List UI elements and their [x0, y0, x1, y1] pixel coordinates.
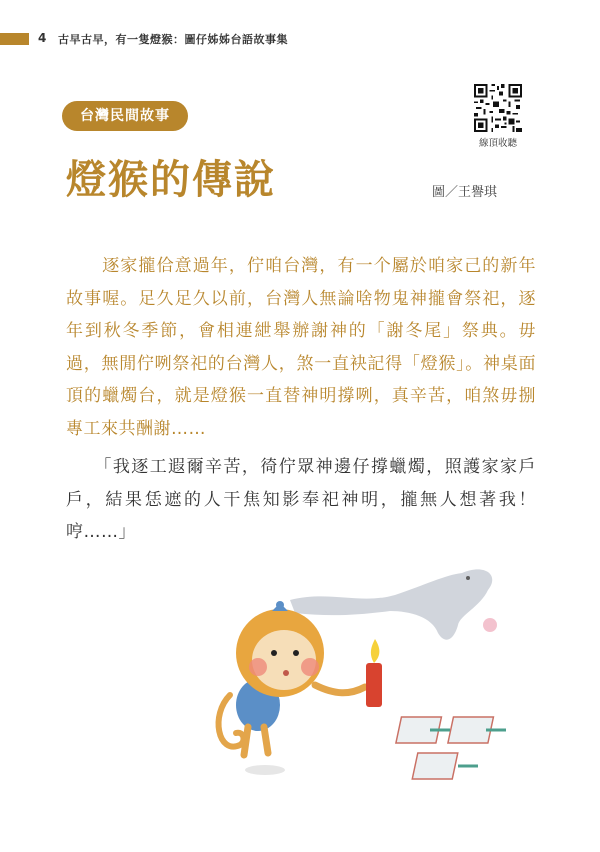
header-accent-bar	[0, 33, 29, 45]
qr-code-icon[interactable]	[474, 84, 522, 132]
ghost-smoke-icon	[290, 569, 497, 639]
tile-pattern-icon	[396, 717, 506, 779]
story-paragraph-quote: 「我逐工遐爾辛苦，徛佇眾神邊仔撐蠟燭，照護家家戶戶，結果恁遮的人干焦知影奉祀神明，攏無人想著我！哼……」	[66, 457, 536, 543]
story-paragraph-intro: 逐家攏佮意過年，佇咱台灣，有一个屬於咱家己的新年故事喔。足久足久以前，台灣人無論啥物鬼神攏會祭祀，逐年到秋冬季節，會相連紲舉辦謝神的「謝冬尾」祭典。毋過，無閒佇咧祭祀的台灣人，煞一直袂記得「燈猴」。神桌面頂的蠟燭台，就是燈猴一直替神明撐咧，真辛苦，咱煞毋捌專工來共酬謝……	[66, 256, 536, 439]
qr-caption: 線頂收聽	[478, 138, 517, 149]
monkey-icon	[219, 601, 365, 775]
category-badge: 台灣民間故事	[62, 101, 188, 131]
monkey-illustration	[200, 545, 560, 800]
running-header-title: 古早古早，有一隻燈猴：圖仔姊姊台語故事集	[58, 33, 288, 46]
page-number: 4	[38, 31, 47, 45]
candle-icon	[366, 639, 382, 707]
page-title: 燈猴的傳說	[66, 157, 276, 203]
illustrator-credit: 圖／王譽琪	[432, 185, 498, 200]
